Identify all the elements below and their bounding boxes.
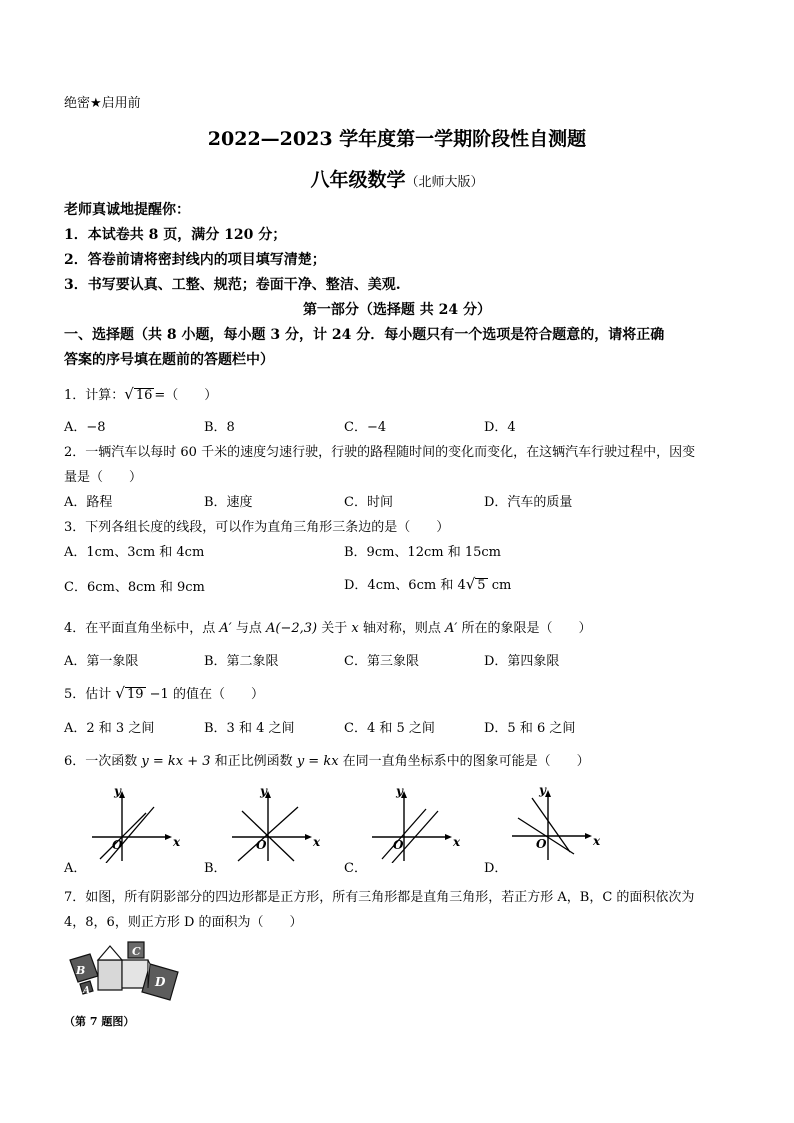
- q2-option-d[interactable]: D．汽车的质量: [484, 495, 573, 510]
- q5-radicand: 19: [126, 687, 144, 702]
- q6-option-c[interactable]: C．: [344, 861, 367, 876]
- y-axis-label: y: [539, 783, 546, 797]
- x-axis-label: x: [313, 835, 320, 849]
- q3-option-c[interactable]: C．6cm、8cm 和 9cm: [64, 580, 205, 595]
- sqrt-symbol: √: [465, 575, 476, 593]
- question-1-stem: [64, 384, 217, 403]
- q4-axis: x: [351, 621, 359, 636]
- x-axis-label: x: [173, 835, 180, 849]
- question-1-prefix: 1．计算：: [64, 388, 125, 403]
- question-1-suffix: =（ ）: [154, 388, 218, 403]
- q6-text-1: 6．一次函数: [64, 754, 142, 769]
- q3-option-a[interactable]: A．1cm、3cm 和 4cm: [64, 545, 205, 560]
- y-axis-label: y: [396, 785, 403, 798]
- notice-item-2: 2．答卷前请将密封线内的项目填写清楚；: [64, 252, 326, 268]
- y-axis-label: y: [260, 785, 267, 798]
- q5-prefix: 5．估计: [64, 687, 116, 702]
- q4-text-3: 关于: [317, 621, 352, 636]
- x-axis-label: x: [453, 835, 460, 849]
- label-b: B: [76, 964, 86, 977]
- q4-point-a-prime-2: A′: [445, 621, 458, 636]
- q5-option-a[interactable]: A．2 和 3 之间: [64, 721, 155, 736]
- exam-subtitle: [0, 165, 794, 192]
- line-kx-plus-3: [106, 807, 154, 863]
- q4-option-c[interactable]: C．第三象限: [344, 654, 419, 669]
- q1-option-a[interactable]: A．−8: [64, 420, 106, 435]
- exam-title: 2022—2023 学年度第一学期阶段性自测题: [207, 128, 587, 150]
- q4-text-2: 与点: [231, 621, 267, 636]
- x-axis-arrow: [165, 834, 172, 840]
- x-axis-arrow: [445, 834, 452, 840]
- q6-text-3: 在同一直角坐标系中的图象可能是（ ）: [338, 754, 590, 769]
- origin-label: O: [112, 838, 123, 852]
- q5-option-d[interactable]: D．5 和 6 之间: [484, 721, 576, 736]
- subject-name: 八年级数学: [310, 169, 406, 191]
- q6-graph-b: [228, 785, 320, 863]
- q4-option-d[interactable]: D．第四象限: [484, 654, 560, 669]
- q6-option-b[interactable]: B．: [204, 861, 227, 876]
- q6-option-a[interactable]: A．: [64, 861, 87, 876]
- q4-option-a[interactable]: A．第一象限: [64, 654, 139, 669]
- q6-graph-d: [508, 782, 600, 862]
- q2-option-b[interactable]: B．速度: [204, 495, 253, 510]
- notice-item-3: 3．书写要认真、工整、规范；卷面干净、整洁、美观.: [64, 277, 401, 293]
- q3-option-d-radicand: 5: [477, 578, 486, 593]
- q2-option-c[interactable]: C．时间: [344, 495, 393, 510]
- notice-heading: 老师真诚地提醒你：: [64, 202, 190, 218]
- q4-point-a: A(−2,3): [266, 621, 318, 636]
- q6-graph-c: [368, 785, 460, 863]
- q4-point-a-prime: A′: [219, 621, 232, 636]
- question-5-stem: [64, 683, 264, 702]
- q3-option-d-prefix: D．4cm、6cm 和 4: [344, 578, 466, 593]
- part1-instruction-line2: 答案的序号填在题前的答题栏中）: [64, 352, 274, 368]
- q3-option-d[interactable]: [344, 574, 511, 593]
- label-d: D: [155, 975, 166, 989]
- question-7-line2: 4，8，6，则正方形 D 的面积为（ ）: [64, 915, 303, 930]
- question-1-radicand: 16: [135, 388, 153, 403]
- q3-option-d-suffix: cm: [487, 578, 512, 593]
- q1-option-c[interactable]: C．−4: [344, 420, 387, 435]
- q6-graph-a: [88, 785, 180, 863]
- part1-instruction-line1: 一、选择题（共 8 小题，每小题 3 分，计 24 分．每小题只有一个选项是符合题意的，请将正确: [64, 327, 665, 343]
- origin-label: O: [393, 838, 404, 852]
- y-axis-label: y: [114, 785, 121, 798]
- q5-option-b[interactable]: B．3 和 4 之间: [204, 721, 295, 736]
- x-axis-arrow: [305, 834, 312, 840]
- triangle-top: [98, 946, 122, 960]
- q2-option-a[interactable]: A．路程: [64, 495, 113, 510]
- q5-suffix: −1 的值在（ ）: [145, 687, 264, 702]
- sqrt-symbol: √: [124, 385, 134, 403]
- notice-item-1: 1．本试卷共 8 页，满分 120 分；: [64, 227, 287, 243]
- q4-option-b[interactable]: B．第二象限: [204, 654, 279, 669]
- q6-function-2: y = kx: [296, 754, 339, 769]
- question-7-line1: 7．如图，所有阴影部分的四边形都是正方形，所有三角形都是直角三角形，若正方形 A，B，C 的面积依次为: [64, 890, 695, 905]
- sqrt-symbol: √: [115, 684, 125, 702]
- edition-label: （北师大版）: [405, 175, 484, 190]
- origin-label: O: [256, 838, 267, 852]
- q6-option-d[interactable]: D．: [484, 861, 508, 876]
- q4-text-5: 所在的象限是（ ）: [457, 621, 592, 636]
- question-4-stem: [64, 617, 591, 636]
- line-kx: [100, 813, 146, 859]
- q1-option-b[interactable]: B．8: [204, 420, 235, 435]
- question-3-stem: 3．下列各组长度的线段，可以作为直角三角形三条边的是（ ）: [64, 520, 450, 535]
- question-6-stem: [64, 750, 590, 769]
- part1-heading: 第一部分（选择题 共 24 分）: [302, 302, 492, 318]
- q7-figure-caption: （第 7 题图）: [64, 1015, 135, 1028]
- square-middle-left: [98, 960, 122, 990]
- x-axis-label: x: [593, 834, 600, 848]
- label-c: C: [132, 945, 141, 958]
- question-2-line2: 量是（ ）: [64, 470, 143, 485]
- q1-option-d[interactable]: D．4: [484, 420, 516, 435]
- origin-label: O: [536, 837, 547, 851]
- label-a: A: [83, 986, 90, 996]
- q6-text-2: 和正比例函数: [210, 754, 297, 769]
- q3-option-b[interactable]: B．9cm、12cm 和 15cm: [344, 545, 501, 560]
- x-axis-arrow: [585, 833, 592, 839]
- question-2-line1: 2．一辆汽车以每时 60 千米的速度匀速行驶，行驶的路程随时间的变化而变化，在这辆汽车行驶过程中，因变: [64, 445, 696, 460]
- confidential-mark: 绝密★启用前: [64, 96, 141, 111]
- q6-function-1: y = kx + 3: [141, 754, 211, 769]
- q7-figure: [62, 936, 192, 1010]
- q4-text-1: 4．在平面直角坐标中，点: [64, 621, 220, 636]
- q4-text-4: 轴对称，则点: [358, 621, 445, 636]
- q5-option-c[interactable]: C．4 和 5 之间: [344, 721, 435, 736]
